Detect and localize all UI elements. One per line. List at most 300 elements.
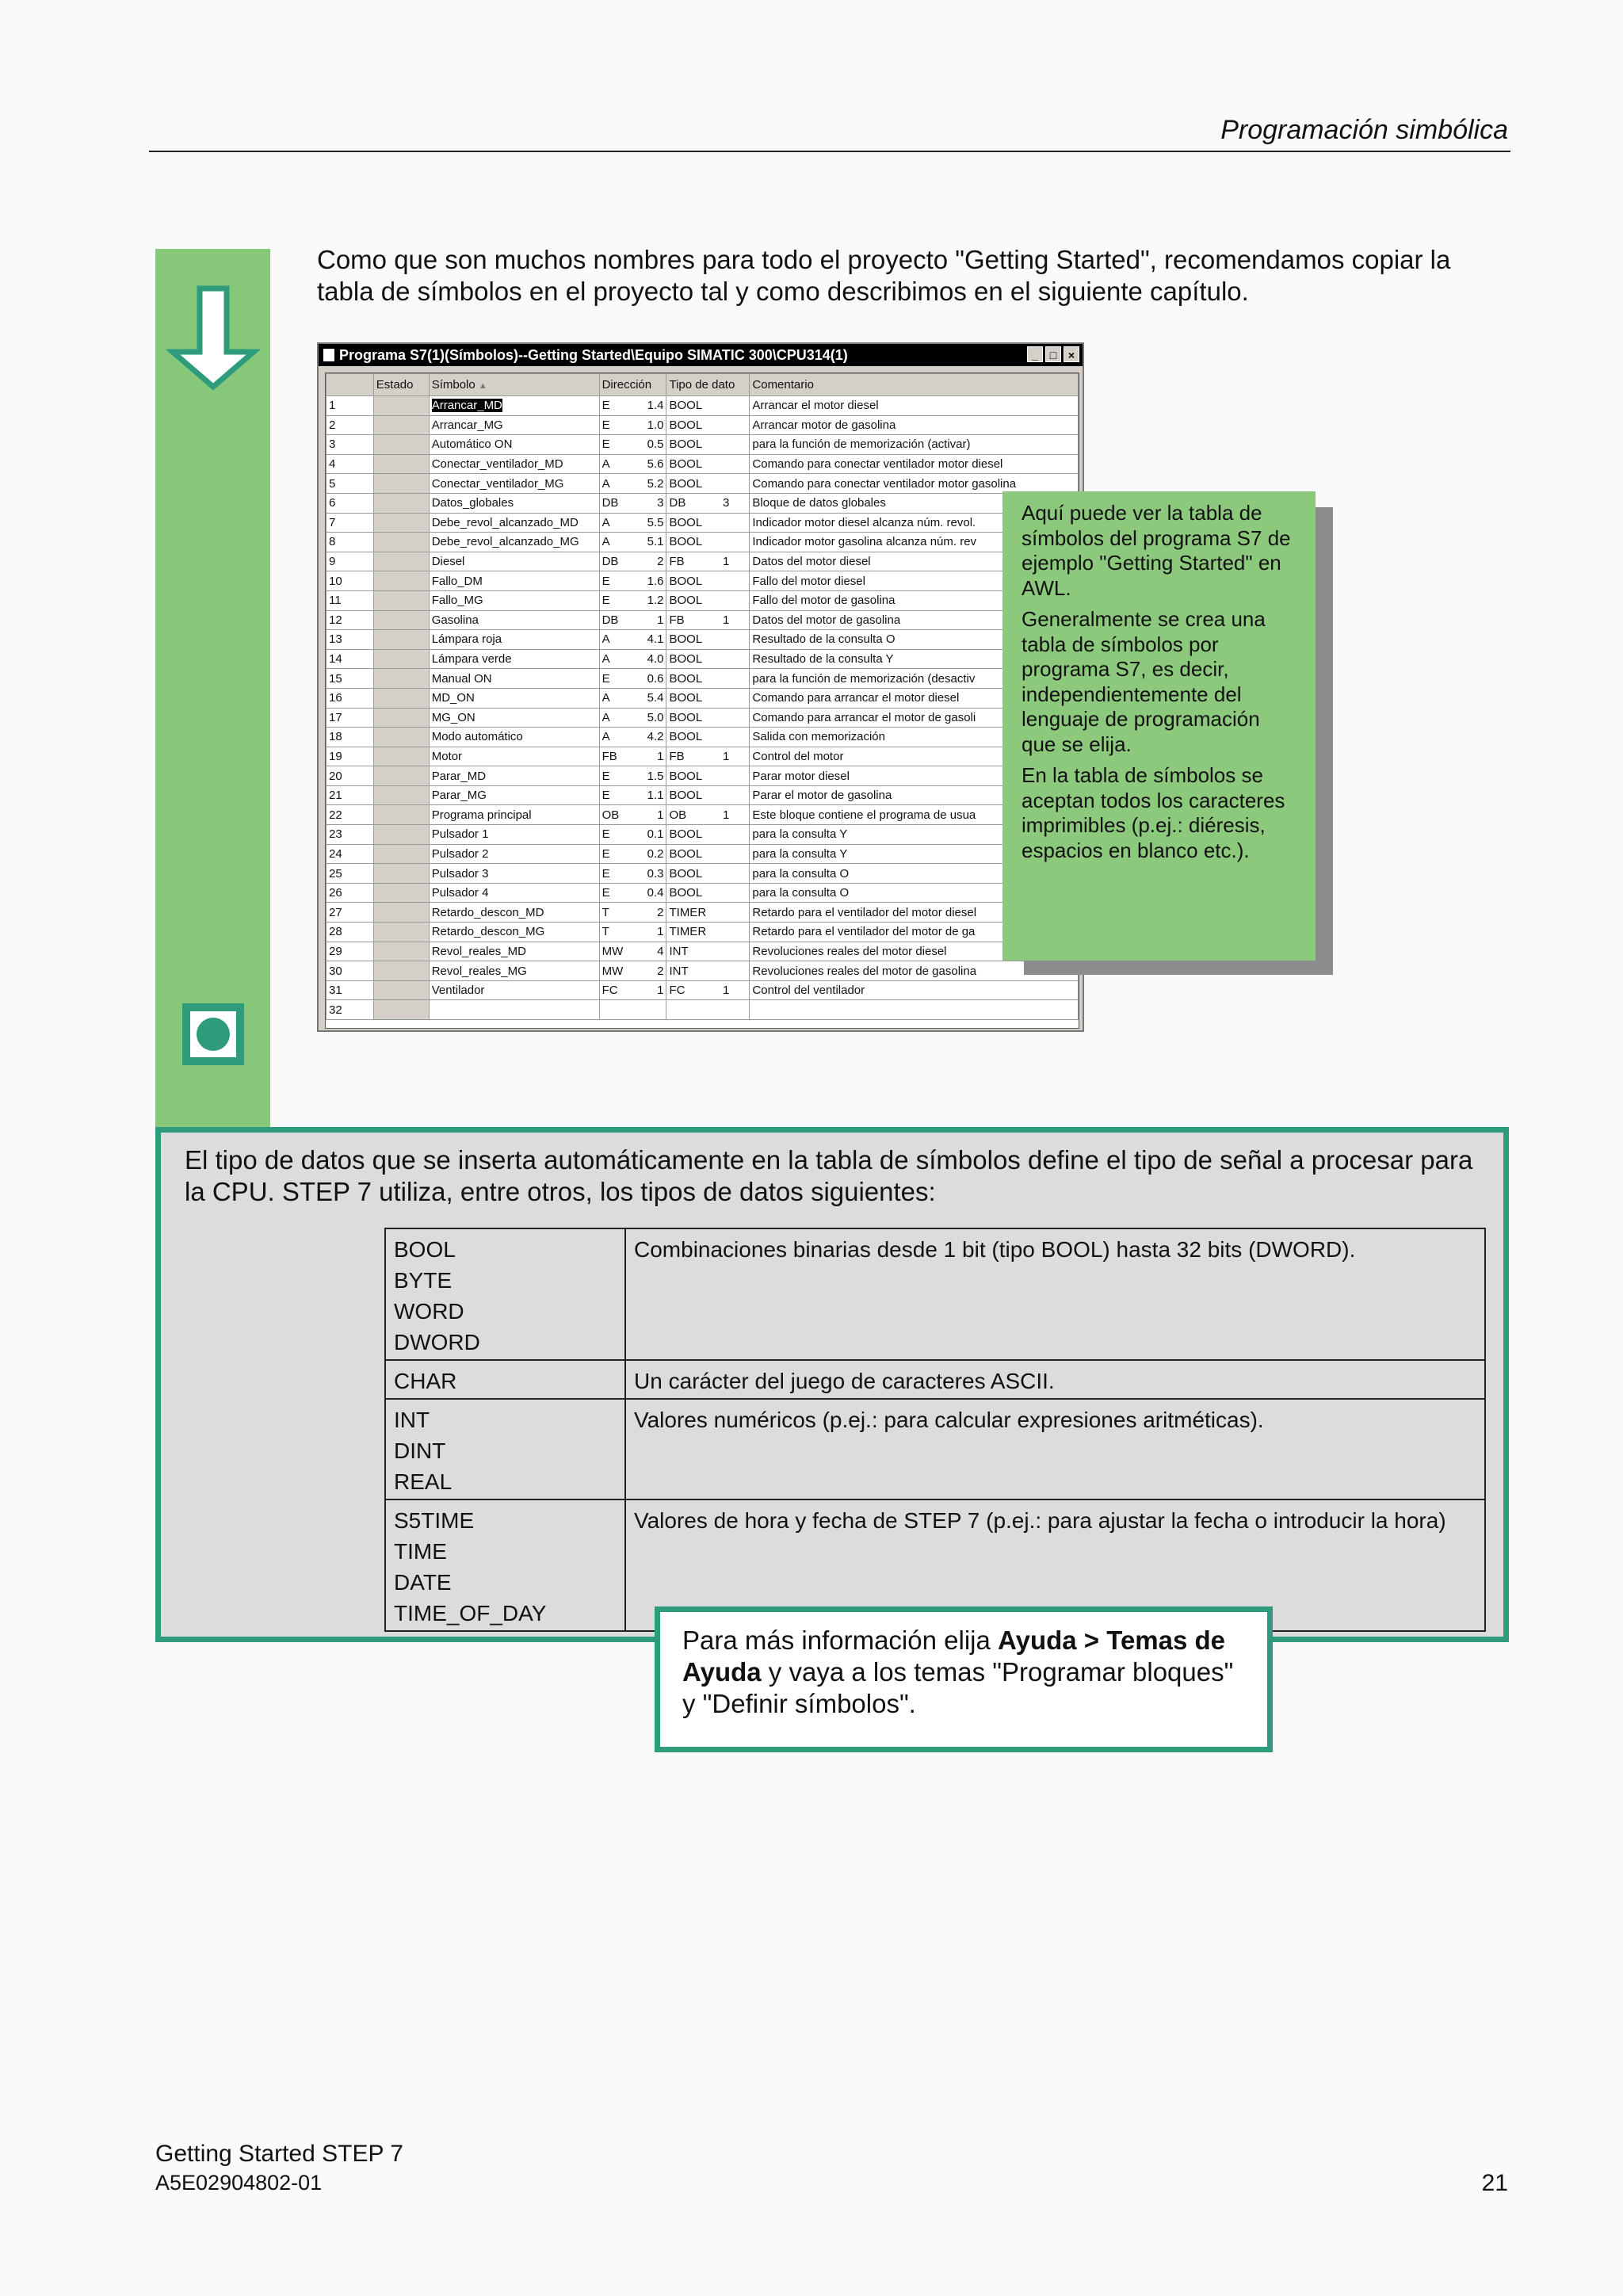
cell-simbolo[interactable] (429, 942, 599, 961)
table-row[interactable] (327, 825, 1079, 845)
cell-estado[interactable] (373, 590, 429, 610)
cell-comentario[interactable]: Parar el motor de gasolina (750, 785, 1079, 805)
cell-direccion[interactable] (599, 766, 666, 786)
cell-simbolo[interactable] (429, 610, 599, 630)
cell-simbolo[interactable] (429, 883, 599, 903)
cell-direccion[interactable] (599, 785, 666, 805)
col-header-estado[interactable]: Estado (373, 374, 429, 396)
cell-direccion[interactable] (599, 883, 666, 903)
window-controls (1027, 346, 1079, 362)
row-number[interactable]: 8 (327, 533, 374, 552)
cell-simbolo[interactable] (429, 844, 599, 864)
cell-estado[interactable] (373, 923, 429, 942)
arrow-down-icon (166, 285, 260, 392)
table-row[interactable] (327, 474, 1079, 494)
table-row[interactable] (327, 630, 1079, 650)
cell-simbolo[interactable] (429, 903, 599, 923)
table-row[interactable] (327, 864, 1079, 884)
cell-direccion[interactable] (599, 864, 666, 884)
table-row[interactable] (327, 785, 1079, 805)
footer (155, 2140, 403, 2197)
cell-simbolo[interactable] (429, 435, 599, 455)
maximize-button[interactable]: □ (1045, 346, 1061, 362)
cell-simbolo[interactable] (429, 688, 599, 708)
cell-comentario[interactable]: Bloque de datos globales (750, 493, 1079, 513)
row-number[interactable]: 24 (327, 844, 374, 864)
cell-estado[interactable] (373, 493, 429, 513)
symbol-name: Manual ON (431, 671, 492, 686)
table-row[interactable] (327, 766, 1079, 786)
cell-tipo[interactable] (666, 728, 750, 747)
cell-estado[interactable] (373, 649, 429, 669)
cell-simbolo[interactable] (429, 766, 599, 786)
cell-tipo[interactable] (666, 883, 750, 903)
cell-estado[interactable] (373, 415, 429, 435)
data-type-number: 1 (723, 613, 730, 627)
cell-direccion[interactable] (599, 493, 666, 513)
cell-estado[interactable] (373, 688, 429, 708)
cell-comentario[interactable]: Revoluciones reales del motor diesel (750, 942, 1079, 961)
address-number: 4 (657, 944, 664, 958)
cell-simbolo[interactable] (429, 825, 599, 845)
cell-comentario[interactable]: para la consulta Y (750, 825, 1079, 845)
table-row[interactable] (327, 435, 1079, 455)
cell-direccion[interactable] (599, 903, 666, 923)
cell-simbolo[interactable] (429, 590, 599, 610)
row-number[interactable]: 10 (327, 571, 374, 591)
cell-direccion[interactable] (599, 571, 666, 591)
data-type-row (385, 1399, 1485, 1499)
row-number[interactable]: 18 (327, 728, 374, 747)
address-number: 0.4 (647, 886, 664, 900)
cell-direccion[interactable] (599, 649, 666, 669)
data-type: BOOL (669, 437, 703, 452)
address-area: A (601, 535, 610, 549)
cell-simbolo[interactable] (429, 785, 599, 805)
table-row[interactable] (327, 747, 1079, 766)
data-type: BOOL (669, 730, 703, 744)
cell-simbolo[interactable] (429, 630, 599, 650)
cell-tipo[interactable] (666, 923, 750, 942)
cell-comentario[interactable]: para la consulta O (750, 864, 1079, 884)
row-number[interactable]: 32 (327, 1000, 374, 1020)
symbol-name: Lámpara roja (431, 632, 502, 647)
cell-simbolo[interactable] (429, 474, 599, 494)
data-type-name: REAL (394, 1469, 453, 1494)
help-menu-path: Ayuda > Temas de Ayuda (682, 1626, 1226, 1687)
table-row[interactable] (327, 1000, 1079, 1020)
data-type-name: DINT (394, 1438, 446, 1463)
row-number[interactable]: 17 (327, 708, 374, 728)
cell-simbolo[interactable] (429, 728, 599, 747)
row-number[interactable]: 5 (327, 474, 374, 494)
cell-comentario[interactable]: Datos del motor diesel (750, 552, 1079, 571)
cell-comentario[interactable]: Arrancar el motor diesel (750, 396, 1079, 416)
cell-comentario[interactable]: Este bloque contiene el programa de usua (750, 805, 1079, 825)
address-number: 1 (657, 984, 664, 998)
cell-direccion[interactable] (599, 980, 666, 1000)
table-row[interactable] (327, 923, 1079, 942)
cell-estado[interactable] (373, 728, 429, 747)
symbol-name: Gasolina (431, 613, 479, 627)
row-number[interactable]: 16 (327, 688, 374, 708)
address-number: 0.6 (647, 671, 664, 686)
cell-estado[interactable] (373, 533, 429, 552)
cell-tipo[interactable] (666, 533, 750, 552)
cell-tipo[interactable] (666, 785, 750, 805)
cell-comentario[interactable]: para la función de memorización (desactiv (750, 669, 1079, 689)
cell-tipo[interactable] (666, 493, 750, 513)
row-number[interactable]: 19 (327, 747, 374, 766)
row-number[interactable]: 4 (327, 454, 374, 474)
symbol-name: Conectar_ventilador_MG (431, 476, 564, 491)
cell-comentario[interactable]: Retardo para el ventilador del motor diesel (750, 903, 1079, 923)
minimize-button[interactable]: _ (1027, 346, 1043, 362)
row-number[interactable]: 29 (327, 942, 374, 961)
cell-direccion[interactable] (599, 669, 666, 689)
table-row[interactable] (327, 669, 1079, 689)
cell-tipo[interactable] (666, 513, 750, 533)
row-number[interactable]: 2 (327, 415, 374, 435)
cell-direccion[interactable] (599, 435, 666, 455)
cell-simbolo[interactable] (429, 552, 599, 571)
cell-tipo[interactable] (666, 396, 750, 416)
row-number[interactable]: 6 (327, 493, 374, 513)
cell-tipo[interactable] (666, 844, 750, 864)
row-number[interactable]: 11 (327, 590, 374, 610)
data-type: BOOL (669, 418, 703, 432)
cell-direccion[interactable] (599, 590, 666, 610)
table-row[interactable] (327, 844, 1079, 864)
cell-simbolo[interactable] (429, 415, 599, 435)
cell-comentario[interactable]: Fallo del motor de gasolina (750, 590, 1079, 610)
cell-direccion[interactable] (599, 415, 666, 435)
address-number: 1 (657, 613, 664, 627)
table-row[interactable] (327, 883, 1079, 903)
address-area: E (601, 437, 610, 452)
symbol-name: Revol_reales_MD (431, 944, 526, 958)
cell-estado[interactable] (373, 942, 429, 961)
data-type: OB (669, 808, 687, 822)
cell-estado[interactable] (373, 844, 429, 864)
data-type: BOOL (669, 594, 703, 608)
cell-simbolo[interactable] (429, 649, 599, 669)
cell-estado[interactable] (373, 454, 429, 474)
data-type-names (385, 1228, 625, 1360)
cell-comentario[interactable]: Comando para arrancar el motor diesel (750, 688, 1079, 708)
cell-comentario[interactable]: Comando para arrancar el motor de gasoli (750, 708, 1079, 728)
cell-direccion[interactable] (599, 454, 666, 474)
step-marker-icon (179, 1000, 247, 1068)
cell-tipo[interactable] (666, 571, 750, 591)
cell-estado[interactable] (373, 630, 429, 650)
cell-tipo[interactable] (666, 766, 750, 786)
table-row[interactable] (327, 552, 1079, 571)
cell-tipo[interactable] (666, 590, 750, 610)
row-number[interactable]: 27 (327, 903, 374, 923)
cell-direccion[interactable] (599, 747, 666, 766)
cell-tipo[interactable] (666, 474, 750, 494)
cell-simbolo[interactable] (429, 454, 599, 474)
col-header-row[interactable] (327, 374, 374, 396)
cell-tipo[interactable] (666, 903, 750, 923)
table-row[interactable] (327, 649, 1079, 669)
address-area: A (601, 652, 610, 667)
data-types-table (384, 1228, 1486, 1632)
close-button[interactable]: × (1064, 346, 1079, 362)
cell-simbolo[interactable] (429, 513, 599, 533)
cell-simbolo[interactable] (429, 864, 599, 884)
address-number: 5.5 (647, 515, 664, 529)
cell-tipo[interactable] (666, 552, 750, 571)
address-number: 2 (657, 964, 664, 978)
table-row[interactable] (327, 903, 1079, 923)
window-title: Programa S7(1)(Símbolos)--Getting Started\Equipo SIMATIC 300\CPU314(1) (339, 346, 848, 363)
address-area: E (601, 789, 610, 803)
data-type: TIMER (669, 905, 707, 919)
cell-direccion[interactable] (599, 1000, 666, 1020)
cell-comentario[interactable]: para la función de memorización (activar) (750, 435, 1079, 455)
data-type-name: CHAR (394, 1369, 457, 1393)
table-row[interactable] (327, 513, 1079, 533)
cell-direccion[interactable] (599, 630, 666, 650)
cell-estado[interactable] (373, 610, 429, 630)
symbol-grid (325, 372, 1079, 1029)
document-icon (323, 349, 334, 361)
cell-comentario[interactable]: Control del ventilador (750, 980, 1079, 1000)
cell-simbolo[interactable] (429, 669, 599, 689)
row-number[interactable]: 21 (327, 785, 374, 805)
table-row[interactable] (327, 396, 1079, 416)
symbol-name: Arrancar_MG (431, 418, 503, 432)
cell-direccion[interactable] (599, 708, 666, 728)
cell-direccion[interactable] (599, 610, 666, 630)
table-row[interactable] (327, 708, 1079, 728)
cell-comentario[interactable]: Indicador motor gasolina alcanza núm. rev (750, 533, 1079, 552)
address-number: 4.1 (647, 632, 664, 647)
cell-direccion[interactable] (599, 396, 666, 416)
cell-estado[interactable] (373, 747, 429, 766)
cell-comentario[interactable]: Comando para conectar ventilador motor gasolina (750, 474, 1079, 494)
cell-comentario[interactable]: Arrancar motor de gasolina (750, 415, 1079, 435)
data-type: INT (669, 944, 689, 958)
address-area: E (601, 769, 610, 783)
table-row[interactable] (327, 961, 1079, 981)
cell-estado[interactable] (373, 961, 429, 981)
row-number[interactable]: 12 (327, 610, 374, 630)
data-type: BOOL (669, 710, 703, 724)
cell-tipo[interactable] (666, 805, 750, 825)
table-row[interactable] (327, 610, 1079, 630)
row-number[interactable]: 22 (327, 805, 374, 825)
cell-simbolo[interactable] (429, 747, 599, 766)
cell-simbolo[interactable] (429, 980, 599, 1000)
cell-comentario[interactable]: Parar motor diesel (750, 766, 1079, 786)
cell-tipo[interactable] (666, 688, 750, 708)
table-row[interactable] (327, 942, 1079, 961)
data-type-name: DWORD (394, 1330, 480, 1354)
cell-comentario[interactable]: Control del motor (750, 747, 1079, 766)
address-number: 5.0 (647, 710, 664, 724)
cell-estado[interactable] (373, 825, 429, 845)
cell-direccion[interactable] (599, 825, 666, 845)
cell-comentario[interactable]: Indicador motor diesel alcanza núm. revol. (750, 513, 1079, 533)
row-number[interactable]: 15 (327, 669, 374, 689)
row-number[interactable]: 13 (327, 630, 374, 650)
symbol-table-window (317, 342, 1084, 1032)
cell-estado[interactable] (373, 785, 429, 805)
cell-estado[interactable] (373, 435, 429, 455)
col-header-comentario[interactable]: Comentario (750, 374, 1079, 396)
symbol-table (326, 373, 1079, 1020)
cell-direccion[interactable] (599, 961, 666, 981)
cell-tipo[interactable] (666, 980, 750, 1000)
address-area: E (601, 846, 610, 861)
cell-tipo[interactable] (666, 669, 750, 689)
table-row[interactable] (327, 571, 1079, 591)
data-type-name: INT (394, 1408, 430, 1432)
cell-tipo[interactable] (666, 961, 750, 981)
cell-direccion[interactable] (599, 533, 666, 552)
cell-tipo[interactable] (666, 747, 750, 766)
cell-tipo[interactable] (666, 942, 750, 961)
cell-direccion[interactable] (599, 513, 666, 533)
cell-tipo[interactable] (666, 630, 750, 650)
address-number: 4.2 (647, 730, 664, 744)
cell-estado[interactable] (373, 474, 429, 494)
cell-tipo[interactable] (666, 708, 750, 728)
row-number[interactable]: 26 (327, 883, 374, 903)
cell-estado[interactable] (373, 396, 429, 416)
cell-comentario[interactable]: para la consulta O (750, 883, 1079, 903)
cell-tipo[interactable] (666, 610, 750, 630)
row-number[interactable]: 3 (327, 435, 374, 455)
table-row[interactable] (327, 980, 1079, 1000)
cell-estado[interactable] (373, 513, 429, 533)
cell-tipo[interactable] (666, 649, 750, 669)
address-area: T (601, 925, 609, 939)
row-number[interactable]: 23 (327, 825, 374, 845)
symbol-name: Pulsador 4 (431, 886, 489, 900)
row-number[interactable]: 14 (327, 649, 374, 669)
table-row[interactable] (327, 728, 1079, 747)
symbol-name: Pulsador 3 (431, 866, 489, 881)
cell-estado[interactable] (373, 766, 429, 786)
cell-tipo[interactable] (666, 415, 750, 435)
row-number[interactable]: 25 (327, 864, 374, 884)
cell-direccion[interactable] (599, 688, 666, 708)
row-number[interactable]: 1 (327, 396, 374, 416)
data-type: FB (669, 555, 685, 569)
cell-estado[interactable] (373, 571, 429, 591)
cell-estado[interactable] (373, 805, 429, 825)
cell-comentario[interactable]: Salida con memorización (750, 728, 1079, 747)
address-number: 1.6 (647, 574, 664, 588)
address-area: DB (601, 555, 619, 569)
cell-direccion[interactable] (599, 844, 666, 864)
data-type-name: BYTE (394, 1268, 453, 1293)
cell-simbolo[interactable] (429, 1000, 599, 1020)
symbol-name: Debe_revol_alcanzado_MG (431, 535, 579, 549)
data-type: BOOL (669, 827, 703, 842)
row-number[interactable]: 30 (327, 961, 374, 981)
table-row[interactable] (327, 493, 1079, 513)
cell-direccion[interactable] (599, 552, 666, 571)
data-type: BOOL (669, 457, 703, 472)
cell-comentario[interactable]: Comando para conectar ventilador motor diesel (750, 454, 1079, 474)
cell-tipo[interactable] (666, 1000, 750, 1020)
cell-comentario[interactable]: para la consulta Y (750, 844, 1079, 864)
cell-comentario[interactable]: Fallo del motor diesel (750, 571, 1079, 591)
cell-comentario[interactable]: Datos del motor de gasolina (750, 610, 1079, 630)
cell-tipo[interactable] (666, 454, 750, 474)
data-type-name: S5TIME (394, 1508, 475, 1533)
cell-simbolo[interactable] (429, 533, 599, 552)
cell-comentario[interactable]: Retardo para el ventilador del motor de ga (750, 923, 1079, 942)
cell-estado[interactable] (373, 903, 429, 923)
cell-comentario[interactable] (750, 1000, 1079, 1020)
cell-simbolo[interactable] (429, 805, 599, 825)
cell-tipo[interactable] (666, 864, 750, 884)
cell-comentario[interactable]: Resultado de la consulta Y (750, 649, 1079, 669)
data-type: FB (669, 613, 685, 627)
cell-simbolo[interactable] (429, 961, 599, 981)
cell-simbolo[interactable] (429, 571, 599, 591)
row-number[interactable]: 20 (327, 766, 374, 786)
cell-direccion[interactable] (599, 728, 666, 747)
table-row[interactable] (327, 454, 1079, 474)
header-rule (149, 151, 1510, 152)
cell-direccion[interactable] (599, 474, 666, 494)
cell-simbolo[interactable] (429, 708, 599, 728)
address-area: E (601, 594, 610, 608)
col-header-simbolo[interactable] (429, 374, 599, 396)
table-row[interactable] (327, 533, 1079, 552)
table-row[interactable] (327, 415, 1079, 435)
row-number[interactable]: 7 (327, 513, 374, 533)
table-row[interactable] (327, 590, 1079, 610)
cell-direccion[interactable] (599, 942, 666, 961)
cell-simbolo[interactable] (429, 923, 599, 942)
cell-estado[interactable] (373, 669, 429, 689)
cell-simbolo[interactable] (429, 493, 599, 513)
cell-tipo[interactable] (666, 435, 750, 455)
address-area: T (601, 905, 609, 919)
table-row[interactable] (327, 688, 1079, 708)
cell-estado[interactable] (373, 708, 429, 728)
cell-estado[interactable] (373, 980, 429, 1000)
cell-comentario[interactable]: Revoluciones reales del motor de gasolina (750, 961, 1079, 981)
data-types-box (155, 1127, 1509, 1642)
cell-estado[interactable] (373, 1000, 429, 1020)
cell-simbolo[interactable] (429, 396, 599, 416)
cell-direccion[interactable] (599, 923, 666, 942)
cell-estado[interactable] (373, 883, 429, 903)
address-area: OB (601, 808, 620, 822)
cell-direccion[interactable] (599, 805, 666, 825)
cell-estado[interactable] (373, 864, 429, 884)
row-number[interactable]: 31 (327, 980, 374, 1000)
row-number[interactable]: 28 (327, 923, 374, 942)
cell-tipo[interactable] (666, 825, 750, 845)
col-header-direccion[interactable]: Dirección (599, 374, 666, 396)
row-number[interactable]: 9 (327, 552, 374, 571)
table-row[interactable] (327, 805, 1079, 825)
info-note (1002, 491, 1316, 961)
col-header-tipo[interactable]: Tipo de dato (666, 374, 750, 396)
cell-estado[interactable] (373, 552, 429, 571)
cell-comentario[interactable]: Resultado de la consulta O (750, 630, 1079, 650)
